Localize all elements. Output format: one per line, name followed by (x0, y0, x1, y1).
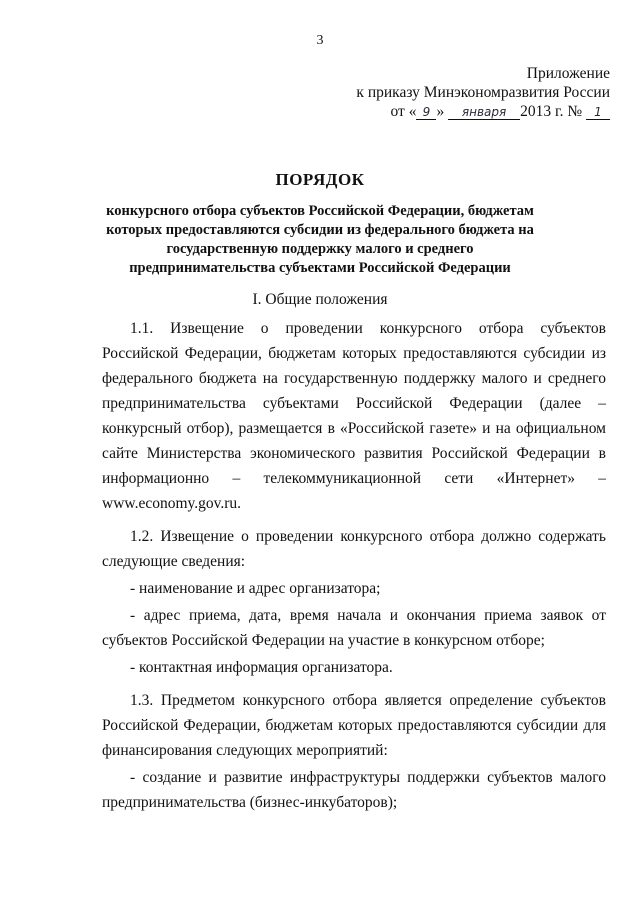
list-item-application-address: - адрес приема, дата, время начала и окончания приема заявок от субъектов Российской Федерации на участие в конкурсном отборе; (102, 607, 606, 649)
paragraph-1-2: 1.2. Извещение о проведении конкурсного отбора должно содержать следующие сведения: (102, 528, 606, 570)
appendix-label: Приложение (526, 65, 610, 82)
appendix-order-reference: к приказу Минэкономразвития России (356, 84, 610, 101)
document-title: ПОРЯДОК (275, 170, 365, 189)
section-heading: I. Общие положения (252, 291, 388, 308)
year-and-number-label: 2013 г. № (520, 103, 583, 120)
date-prefix: от « (390, 103, 417, 120)
handwritten-number: 1 (586, 105, 610, 120)
page-number: 3 (316, 33, 324, 48)
document-subtitle: конкурсного отбора субъектов Российской Федерации, бюджетам которых предоставляются субсидии из федерального бюджета на государственную поддержку малого и среднего предпринимательства субъектами Российской Федерации (106, 203, 534, 276)
date-mid: » (436, 103, 445, 120)
handwritten-day: 9 (416, 105, 436, 120)
list-item-contact-info: - контактная информация организатора. (130, 659, 393, 676)
list-item-organizer-name: - наименование и адрес организатора; (130, 580, 381, 597)
paragraph-1-1: 1.1. Извещение о проведении конкурсного отбора субъектов Российской Федерации, бюджетам которых предоставляются субсидии из федерального бюджета на государственную поддержку малого и среднего предпринимательства субъектами Российской Федерации (далее – конкурсный отбор), размещается в «Российской газете» и на официальном сайте Министерства экономического развития Российской Федерации в информационно – телекоммуникационной сети «Интернет» – www.economy.gov.ru. (102, 320, 606, 512)
paragraph-1-3: 1.3. Предметом конкурсного отбора является определение субъектов Российской Федерации, бюджетам которых предоставляются субсидии для финансирования следующих мероприятий: (102, 692, 606, 759)
list-item-infrastructure: - создание и развитие инфраструктуры поддержки субъектов малого предпринимательства (бизнес-инкубаторов); (102, 769, 606, 811)
appendix-date-line (356, 102, 610, 121)
document-body (102, 316, 606, 817)
appendix-header (356, 64, 610, 121)
handwritten-month: января (448, 105, 520, 120)
